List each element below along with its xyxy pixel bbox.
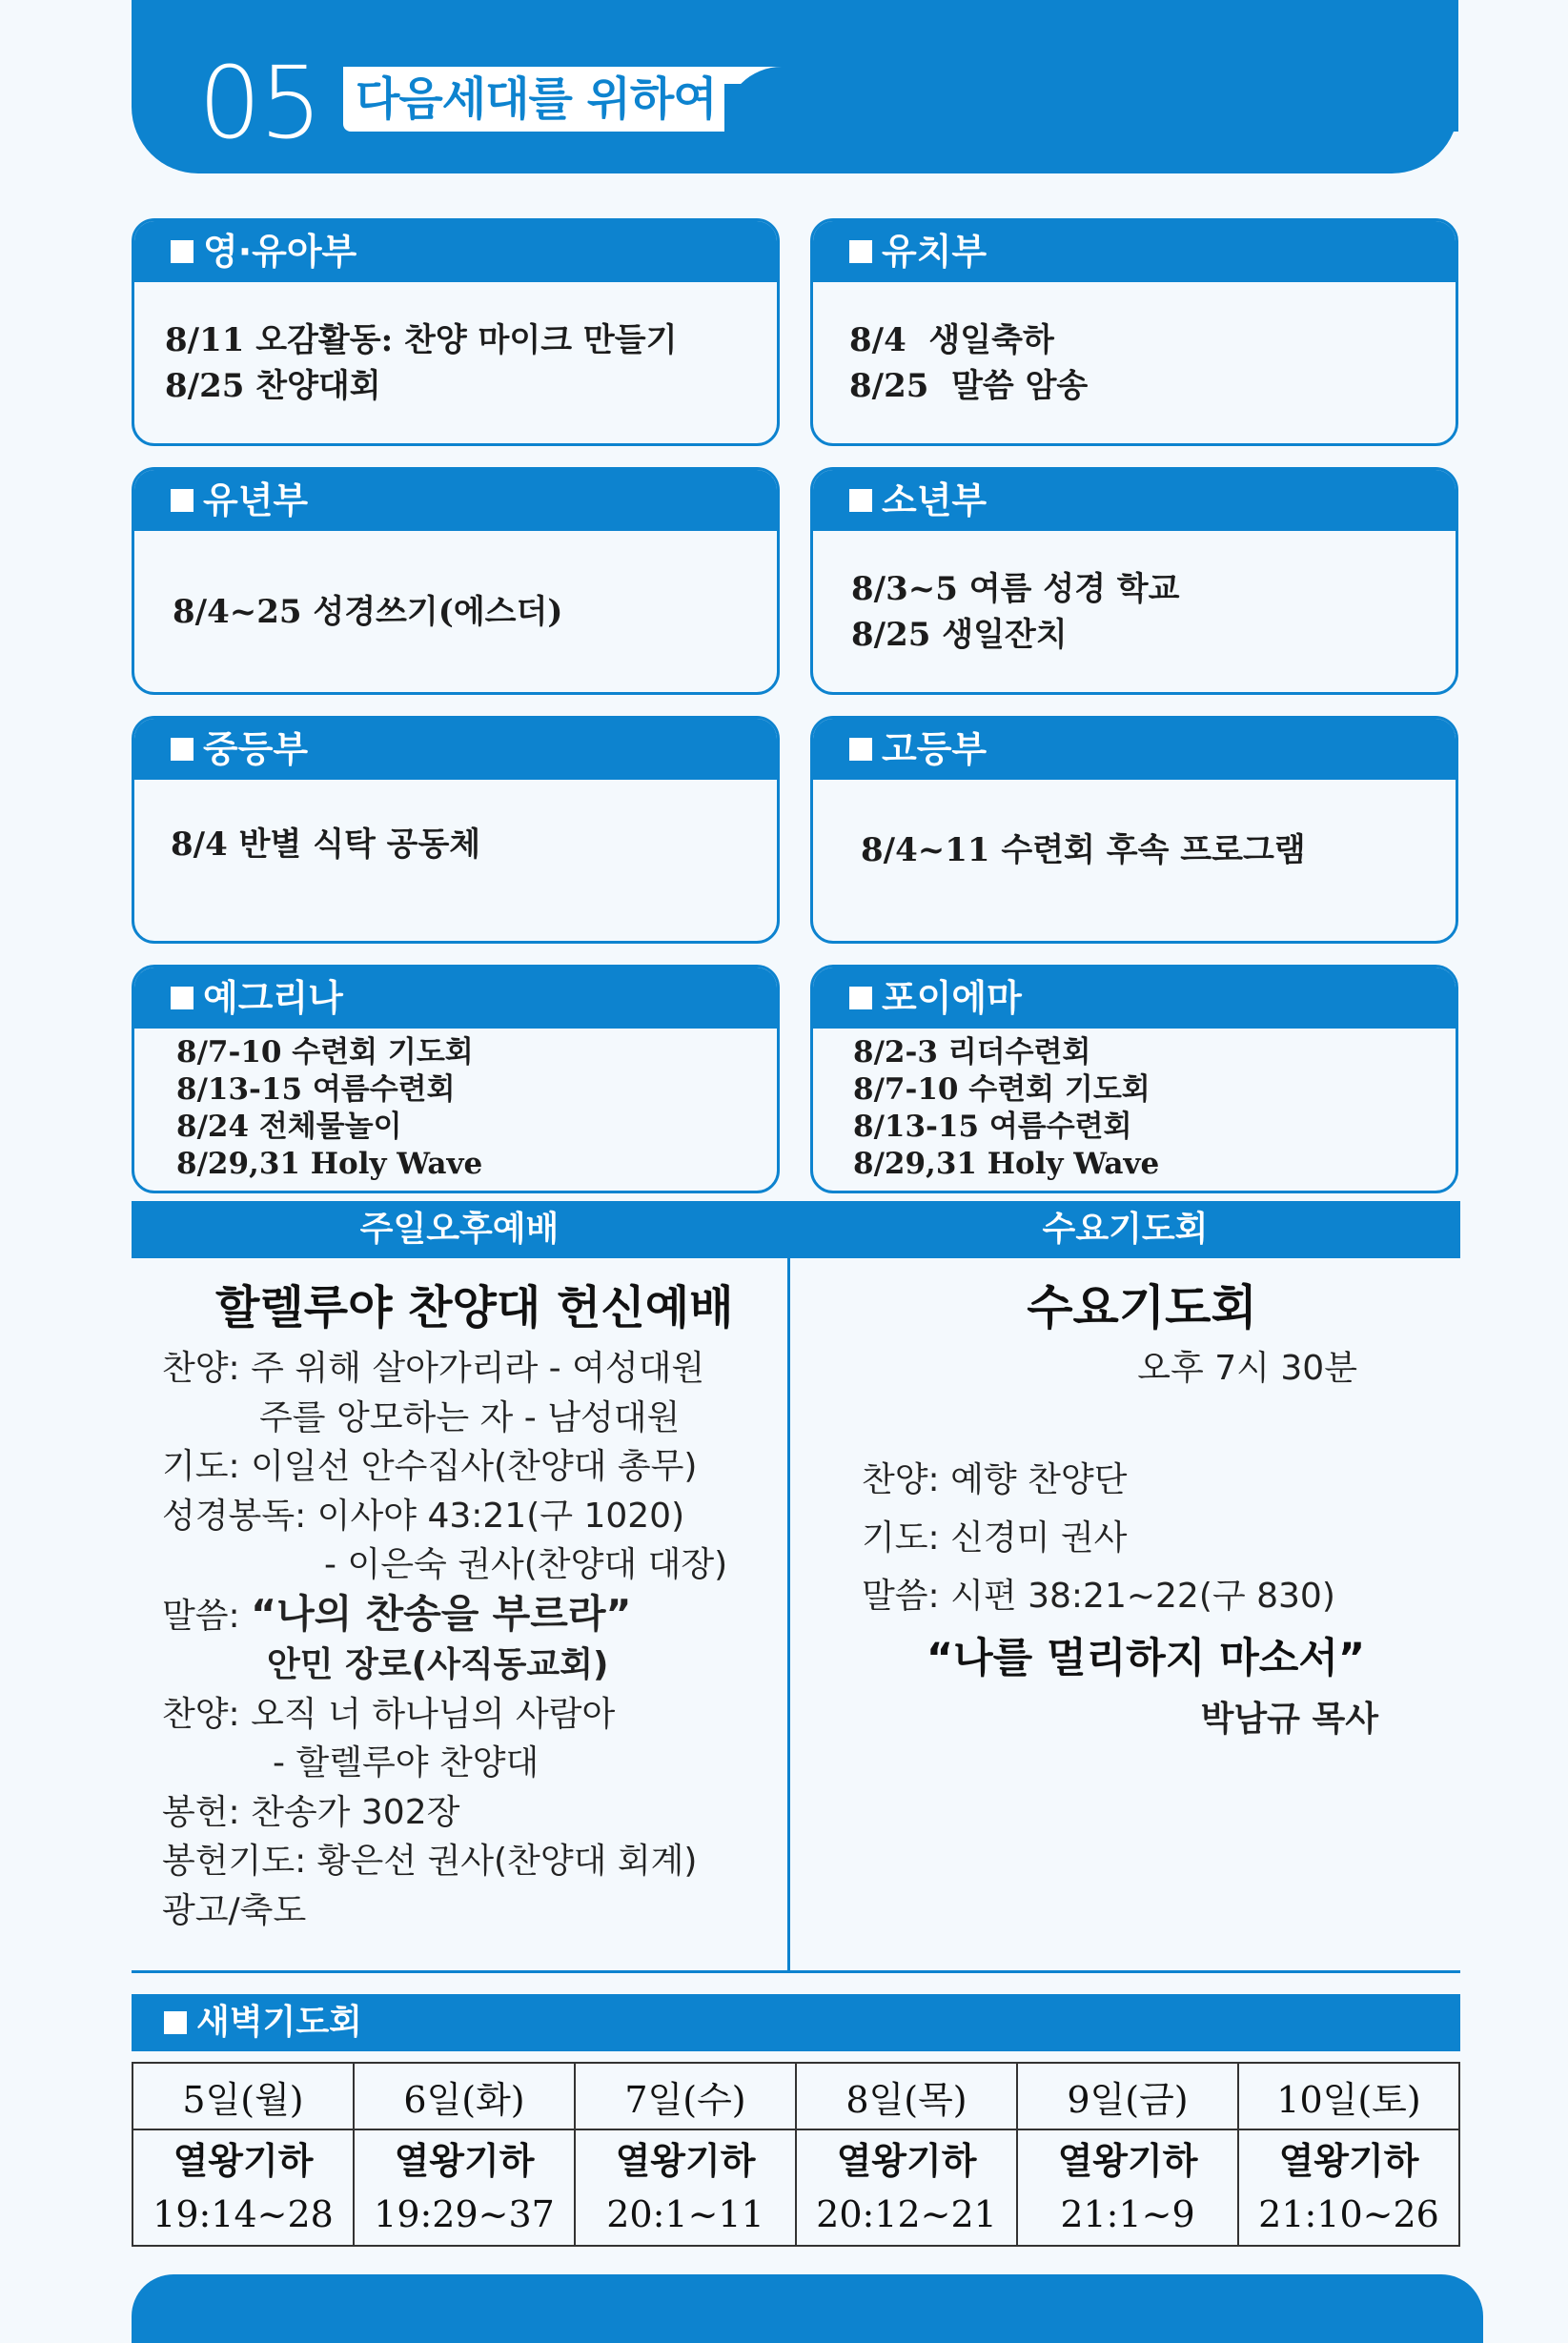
dept-line: 8/7-10 수련회 기도회: [853, 1072, 1151, 1107]
wednesday-program: [862, 1273, 1434, 1747]
book-name: 열왕기하: [394, 2140, 535, 2182]
sunday-service-bar: 주일오후예배: [132, 1201, 787, 1258]
dept-line: 8/11 오감활동: 찬양 마이크 만들기: [165, 320, 678, 359]
dept-name: 포이에마: [882, 977, 1022, 1019]
table-header-row: [132, 2063, 1459, 2129]
dept-line: 8/4~25 성경쓰기(에스더): [173, 592, 563, 631]
square-bullet-icon: [849, 489, 872, 512]
dept-name: 유년부: [203, 479, 309, 521]
program-line: 찬양: 오직 너 하나님의 사람아: [162, 1694, 616, 1734]
dept-card-yegrina: [132, 965, 780, 1193]
dept-name: 소년부: [882, 479, 988, 521]
program-line: 찬양: 예향 찬양단: [862, 1460, 1128, 1499]
section-divider: [132, 1970, 1460, 1973]
program-line: 광고/축도: [162, 1890, 307, 1930]
dept-line: 8/13-15 여름수련회: [176, 1072, 456, 1107]
reading-cell: [1017, 2129, 1238, 2246]
wednesday-time: 오후 7시 30분: [1137, 1349, 1357, 1388]
program-line: 주를 앙모하는 자 - 남성대원: [259, 1397, 681, 1437]
dawn-prayer-title: 새벽기도회: [196, 2003, 362, 2042]
program-line: 말씀: 시편 38:21~22(구 830): [862, 1577, 1335, 1616]
dawn-prayer-table: [132, 2062, 1460, 2247]
sunday-title: 할렐루야 찬양대 헌신예배: [215, 1281, 734, 1334]
dept-card-middle-school: [132, 716, 780, 944]
sunday-program: [162, 1273, 782, 1935]
book-name: 열왕기하: [1278, 2140, 1419, 2182]
book-name: 열왕기하: [1057, 2140, 1198, 2182]
dept-card-poiema: [810, 965, 1458, 1193]
dawn-prayer-header: [132, 1994, 1460, 2051]
reading-cell: [796, 2129, 1017, 2246]
sermon-label: 말씀:: [162, 1596, 252, 1636]
wednesday-preacher: 박남규 목사: [1200, 1700, 1378, 1739]
square-bullet-icon: [164, 2011, 187, 2034]
square-bullet-icon: [849, 240, 872, 263]
dept-line: 8/25 생일잔치: [851, 615, 1068, 654]
dept-line: 8/13-15 여름수련회: [853, 1110, 1132, 1144]
program-line: 기도: 이일선 안수집사(찬양대 총무): [162, 1447, 698, 1486]
dept-line: 8/7-10 수련회 기도회: [176, 1035, 474, 1070]
program-line: 기도: 신경미 권사: [862, 1518, 1128, 1558]
dept-name: 고등부: [882, 728, 988, 770]
day-header: 9일(금): [1017, 2063, 1238, 2129]
reading-cell: [354, 2129, 575, 2246]
dept-line: 8/3~5 여름 성경 학교: [851, 569, 1180, 608]
section-number: 05: [198, 45, 321, 161]
dept-line: 8/25 찬양대회: [165, 366, 381, 405]
sunday-sermon-title: “나의 찬송을 부르라”: [251, 1590, 632, 1637]
chapter-verse: 19:29~37: [374, 2193, 555, 2235]
square-bullet-icon: [171, 738, 193, 761]
day-header: 6일(화): [354, 2063, 575, 2129]
wednesday-title: 수요기도회: [1027, 1280, 1257, 1335]
day-header: 8일(목): [796, 2063, 1017, 2129]
chapter-verse: 21:10~26: [1258, 2193, 1439, 2235]
day-header: 10일(토): [1238, 2063, 1459, 2129]
square-bullet-icon: [171, 240, 193, 263]
dept-line: 8/4~11 수련회 후속 프로그램: [861, 831, 1306, 869]
chapter-verse: 20:1~11: [606, 2193, 764, 2235]
square-bullet-icon: [171, 489, 193, 512]
book-name: 열왕기하: [173, 2140, 314, 2182]
page-footer-band: [132, 2274, 1483, 2343]
chapter-verse: 20:12~21: [816, 2193, 997, 2235]
book-name: 열왕기하: [836, 2140, 977, 2182]
dept-name: 유치부: [882, 231, 988, 273]
table-row: [132, 2129, 1459, 2246]
reading-cell: [1238, 2129, 1459, 2246]
wednesday-sermon-title: “나를 멀리하지 마소서”: [926, 1635, 1366, 1682]
dept-line: 8/25 말씀 암송: [849, 366, 1089, 405]
program-line: - 할렐루야 찬양대: [273, 1743, 540, 1783]
section-title: 다음세대를 위하여: [356, 72, 717, 126]
chapter-verse: 19:14~28: [153, 2193, 334, 2235]
dept-card-upper-elementary: [810, 467, 1458, 695]
dept-card-high-school: [810, 716, 1458, 944]
dept-line: 8/4 생일축하: [849, 320, 1054, 359]
dept-line: 8/24 전체물놀이: [176, 1110, 402, 1144]
dept-card-infant: [132, 218, 780, 446]
day-header: 7일(수): [575, 2063, 796, 2129]
day-header: 5일(월): [132, 2063, 354, 2129]
square-bullet-icon: [171, 987, 193, 1009]
program-line: [162, 1590, 782, 1641]
sunday-preacher: 안민 장로(사직동교회): [267, 1645, 609, 1684]
book-name: 열왕기하: [615, 2140, 756, 2182]
dept-line: 8/4 반별 식탁 공동체: [171, 825, 481, 864]
column-divider: [787, 1201, 790, 1973]
chapter-verse: 21:1~9: [1060, 2193, 1195, 2235]
dept-line: 8/29,31 Holy Wave: [853, 1147, 1160, 1181]
dept-name: 예그리나: [203, 977, 343, 1019]
program-line: 봉헌: 찬송가 302장: [162, 1792, 460, 1832]
dept-card-lower-elementary: [132, 467, 780, 695]
program-line: - 이은숙 권사(찬양대 대장): [324, 1545, 728, 1584]
reading-cell: [575, 2129, 796, 2246]
program-line: 봉헌기도: 황은선 권사(찬양대 회계): [162, 1842, 698, 1881]
dept-name: 영·유아부: [203, 231, 357, 273]
program-line: 성경봉독: 이사야 43:21(구 1020): [162, 1496, 685, 1536]
dept-line: 8/29,31 Holy Wave: [176, 1147, 483, 1181]
dept-name: 중등부: [203, 728, 309, 770]
wednesday-service-bar: 수요기도회: [790, 1201, 1460, 1258]
dept-card-kindergarten: [810, 218, 1458, 446]
square-bullet-icon: [849, 738, 872, 761]
reading-cell: [132, 2129, 354, 2246]
dept-line: 8/2-3 리더수련회: [853, 1035, 1091, 1070]
square-bullet-icon: [849, 987, 872, 1009]
program-line: 찬양: 주 위해 살아가리라 - 여성대원: [162, 1349, 705, 1388]
